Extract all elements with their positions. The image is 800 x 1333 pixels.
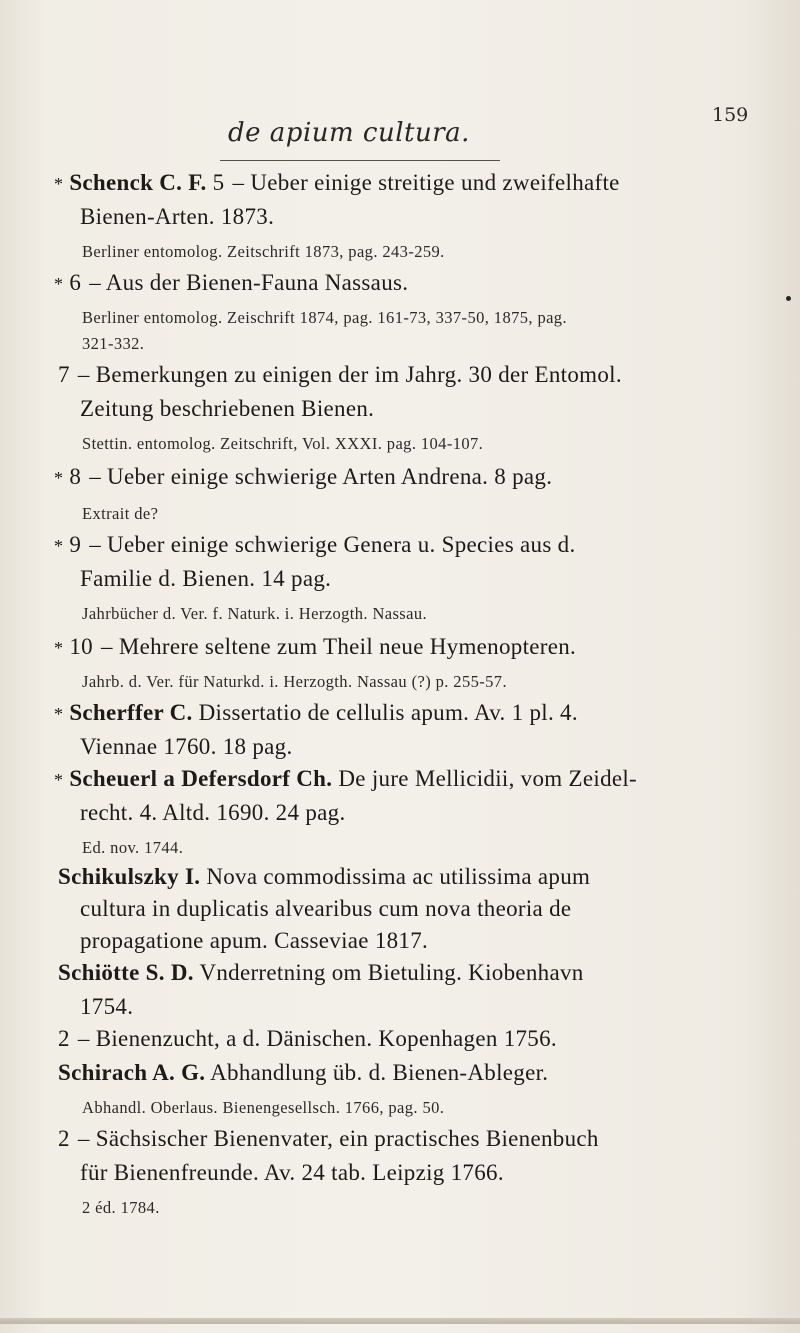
- list-item: * Scheuerl a Defersdorf Ch. De jure Mellicidii, vom Zeidel-: [54, 766, 638, 791]
- list-item: 2 – Bienenzucht, a d. Dänischen. Kopenhagen 1756.: [58, 1026, 557, 1051]
- list-item: Schikulszky I. Nova commodissima ac utilissima apum: [58, 864, 591, 889]
- margin-mark: [786, 296, 791, 301]
- list-item: Schirach A. G. Abhandlung üb. d. Bienen-Ableger.: [58, 1060, 549, 1085]
- header-rule: [220, 160, 500, 161]
- citation: 2 éd. 1784.: [82, 1198, 160, 1217]
- list-item: * Scherffer C. Dissertatio de cellulis apum. Av. 1 pl. 4.: [54, 700, 578, 725]
- list-item: cultura in duplicatis alvearibus cum nova theoria de: [80, 896, 572, 921]
- list-item: 1754.: [80, 994, 134, 1019]
- citation: Jahrbücher d. Ver. f. Naturk. i. Herzogth. Nassau.: [82, 604, 428, 623]
- list-item: 2 – Sächsischer Bienenvater, ein practisches Bienenbuch: [58, 1126, 599, 1151]
- list-item: Familie d. Bienen. 14 pag.: [80, 566, 332, 591]
- citation: 321-332.: [82, 334, 145, 353]
- list-item: Schiötte S. D. Vnderretning om Bietuling. Kiobenhavn: [58, 960, 584, 985]
- citation: Abhandl. Oberlaus. Bienengesellsch. 1766, pag. 50.: [82, 1098, 445, 1117]
- list-item: * 9 – Ueber einige schwierige Genera u. Species aus d.: [54, 532, 576, 557]
- list-item: Zeitung beschriebenen Bienen.: [80, 396, 375, 421]
- citation: Stettin. entomolog. Zeitschrift, Vol. XXXI. pag. 104-107.: [82, 434, 484, 453]
- citation: Jahrb. d. Ver. für Naturkd. i. Herzogth. Nassau (?) p. 255-57.: [82, 672, 507, 691]
- page-number: 159: [712, 104, 749, 126]
- list-item: 7 – Bemerkungen zu einigen der im Jahrg. 30 der Entomol.: [58, 362, 622, 387]
- list-item: * 6 – Aus der Bienen-Fauna Nassaus.: [54, 270, 409, 295]
- list-item: Bienen-Arten. 1873.: [80, 204, 275, 229]
- citation: Berliner entomolog. Zeitschrift 1873, pag. 243-259.: [82, 242, 445, 261]
- list-item: * 10 – Mehrere seltene zum Theil neue Hymenopteren.: [54, 634, 577, 659]
- page-bottom-edge: [0, 1318, 800, 1324]
- citation: Extrait de?: [82, 504, 159, 523]
- list-item: recht. 4. Altd. 1690. 24 pag.: [80, 800, 346, 825]
- citation: Berliner entomolog. Zeischrift 1874, pag. 161-73, 337-50, 1875, pag.: [82, 308, 567, 327]
- list-item: * 8 – Ueber einige schwierige Arten Andrena. 8 pag.: [54, 464, 553, 489]
- citation: Ed. nov. 1744.: [82, 838, 184, 857]
- list-item: * Schenck C. F. 5 – Ueber einige streitige und zweifelhafte: [54, 170, 620, 195]
- list-item: propagatione apum. Casseviae 1817.: [80, 928, 429, 953]
- running-header-title: de apium cultura.: [228, 118, 470, 148]
- list-item: für Bienenfreunde. Av. 24 tab. Leipzig 1766.: [80, 1160, 504, 1185]
- list-item: Viennae 1760. 18 pag.: [80, 734, 293, 759]
